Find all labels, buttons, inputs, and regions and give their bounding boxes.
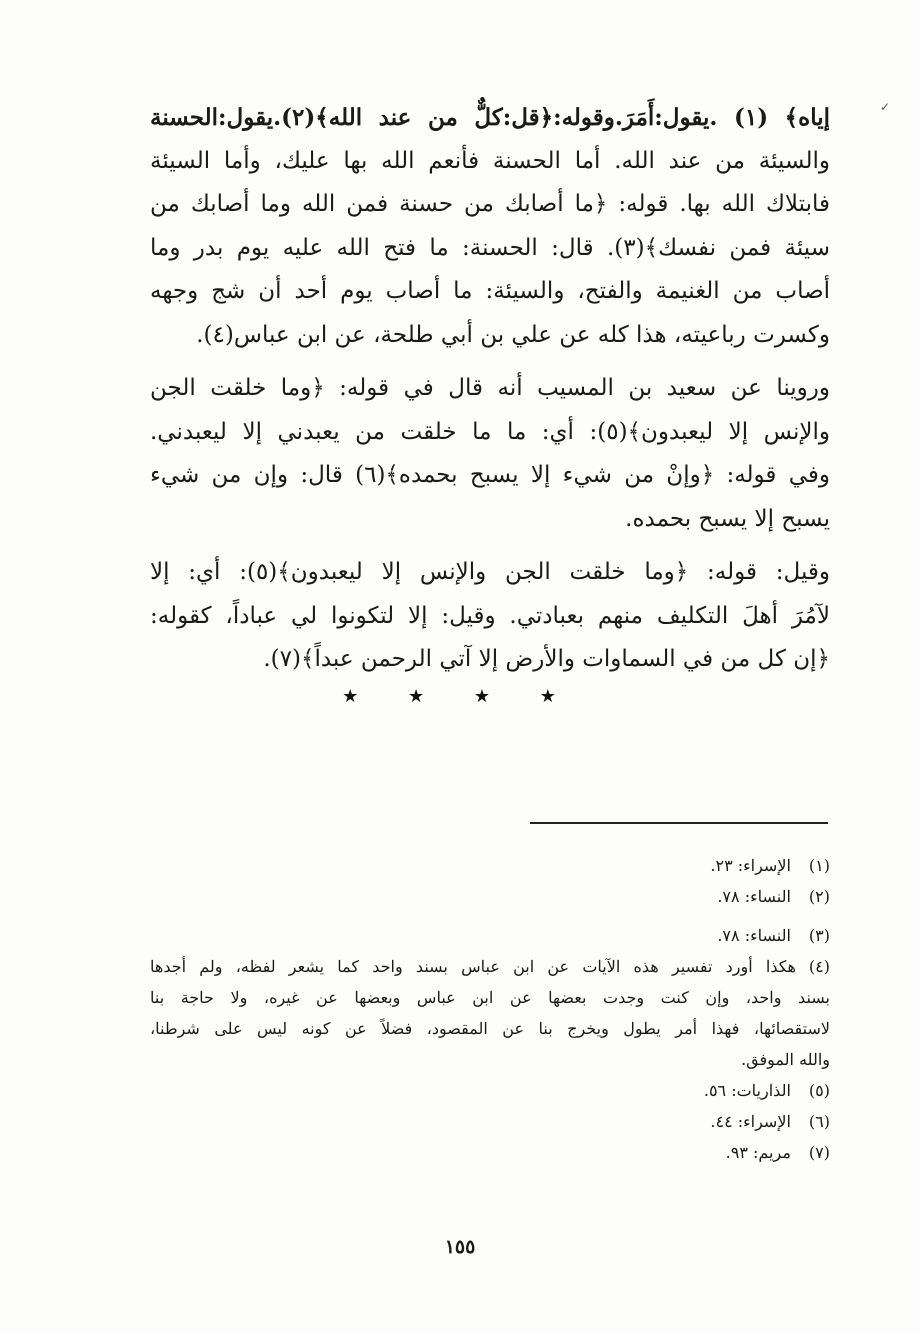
main-text-body: [150, 96, 830, 686]
text-line: ﴿إن كل من في السماوات والأرض إلا آتي الرحمن عبداً﴾(٧).: [263, 646, 830, 672]
text-line: وفي قوله: ﴿وإنْ من شيء إلا يسبح بحمده﴾(٦) قال: وإن من شيء: [150, 462, 830, 488]
footnote-text: مريم: ٩٣.: [725, 1143, 791, 1162]
footnote-number: (٣): [808, 926, 830, 945]
text-line: سيئة فمن نفسك﴾(٣). قال: الحسنة: ما فتح الله عليه يوم بدر وما: [150, 234, 830, 261]
footnote-number: (٧): [808, 1143, 830, 1162]
page-number: ١٥٥: [444, 1236, 476, 1258]
footnote-item: [150, 881, 830, 912]
footnote-number: (٤): [808, 957, 830, 976]
footnote-text: هكذا أورد تفسير هذه الآيات عن ابن عباس بسند واحد كما يشعر لفظه، ولم أجدها: [150, 957, 796, 976]
footnote-item: [150, 1137, 830, 1168]
text-line: يسبح إلا يسبح بحمده.: [625, 505, 830, 532]
footnote-item: [150, 1075, 830, 1106]
paragraph-1: [150, 96, 830, 357]
text-line: وقيل: قوله: ﴿وما خلقت الجن والإنس إلا ليعبدون﴾(٥): أي: إلا: [150, 559, 830, 585]
text-line: إياه﴾ (١) .يقول:أَمَرَ.وقوله:﴿قل:كلٌّ من عند الله﴾(٢).يقول:الحسنة: [150, 104, 830, 131]
footnote-number: (٥): [808, 1081, 830, 1100]
text-line: وروينا عن سعيد بن المسيب أنه قال في قوله: ﴿وما خلقت الجن: [150, 375, 830, 401]
footnote-text: الذاريات: ٥٦.: [703, 1081, 791, 1100]
footnote-text: الإسراء: ٢٣.: [710, 856, 791, 875]
footnote-item: [150, 951, 830, 1075]
footnote-number: (٦): [808, 1112, 830, 1131]
footnotes-section: [150, 850, 830, 1168]
text-line: وكسرت رباعيته، هذا كله عن علي بن أبي طلحة، عن ابن عباس(٤).: [196, 321, 830, 348]
footnote-number: (٢): [808, 887, 830, 906]
text-line: أصاب من الغنيمة والفتح، والسيئة: ما أصاب يوم أحد أن شج وجهه: [150, 278, 830, 304]
footnote-text: النساء: ٧٨.: [717, 887, 791, 906]
footnote-text: الإسراء: ٤٤.: [710, 1112, 791, 1131]
footnote-item: [150, 850, 830, 881]
footnote-item: [150, 920, 830, 951]
text-line: والسيئة من عند الله. أما الحسنة فأنعم الله بها عليك، وأما السيئة: [150, 147, 830, 174]
text-line: والإنس إلا ليعبدون﴾(٥): أي: ما ما خلقت من يعبدني إلا ليعبدني.: [150, 418, 830, 445]
paragraph-3: [150, 551, 830, 682]
text-line: فابتلاك الله بها. قوله: ﴿ما أصابك من حسنة فمن الله وما أصابك من: [150, 191, 830, 217]
footnote-text: النساء: ٧٨.: [717, 926, 791, 945]
footnote-text-line: لاستقصائها، فهذا أمر يطول ويخرج بنا عن المقصود، فضلاً عن كونه ليس على شرطنا،: [150, 1019, 830, 1038]
paragraph-2: [150, 367, 830, 541]
scan-speck: ✓: [880, 100, 891, 114]
footnote-text-line: والله الموفق.: [741, 1050, 830, 1069]
footnote-text-line: [150, 951, 830, 982]
section-separator-stars: ★ ★ ★ ★: [342, 686, 578, 707]
footnote-text-line: بسند واحد، وإن كنت وجدت بعضها عن ابن عباس وبعضها عن غيره، ولا حاجة بنا: [150, 988, 830, 1007]
footnote-item: [150, 1106, 830, 1137]
footnote-divider: [530, 822, 828, 824]
footnote-number: (١): [808, 856, 830, 875]
text-line: لآمُرَ أهلَ التكليف منهم بعبادتي. وقيل: إلا لتكونوا لي عباداً، كقوله:: [150, 602, 830, 629]
